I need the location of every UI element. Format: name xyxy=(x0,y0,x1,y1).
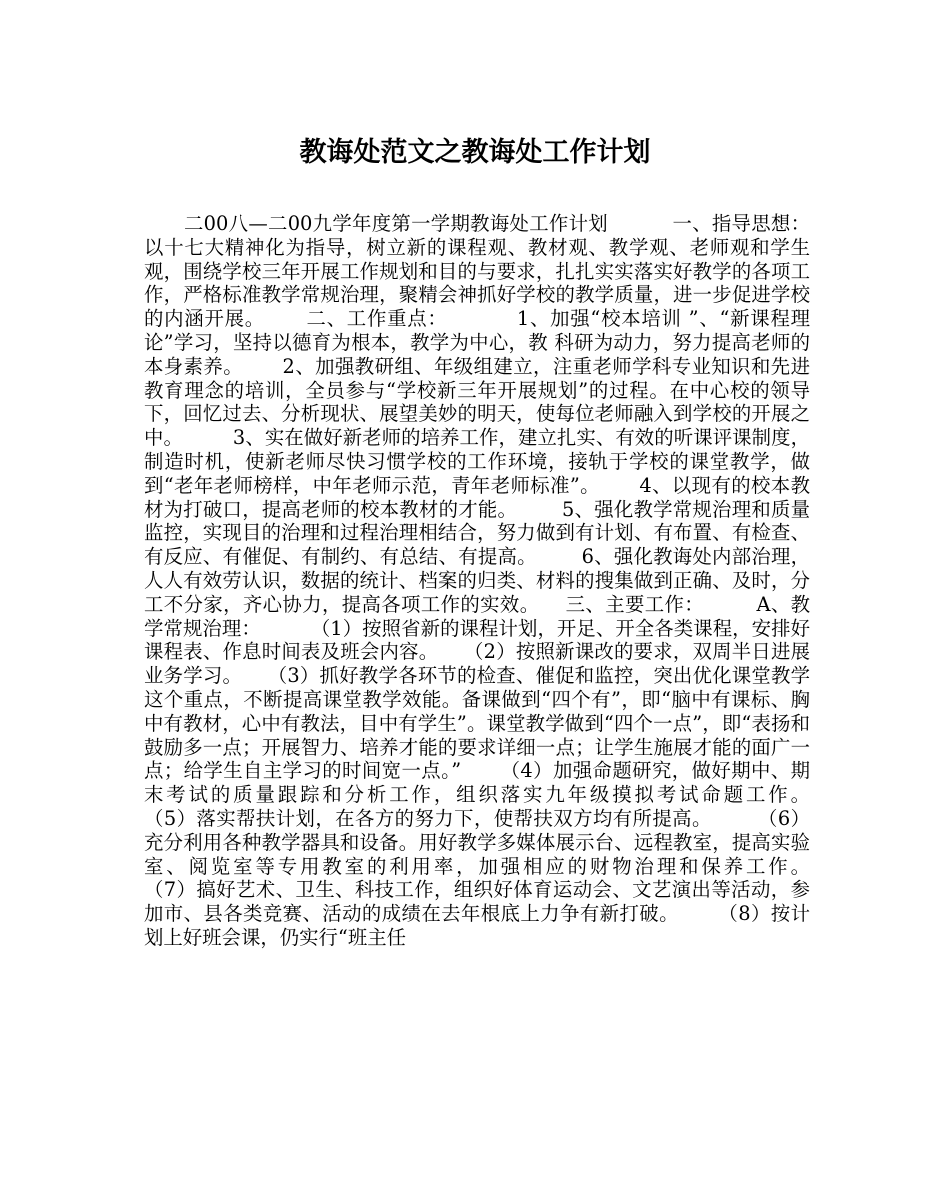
document-body-text: 二00八—二00九学年度第一学期教诲处工作计划 一、指导思想： 以十七大精神化为指导，树立新的课程观、教材观、教学观、老师观和学生观，围绕学校三年开展工作规划和目的与要求，扎扎实实落实好教学的各项工作，严格标准教学常规治理，聚精会神抓好学校的教学质量，进一步促进学校的内涵开展。 二、工作重点： 1、加强“校本培训 ”、“新课程理论”学习，坚持以德育为根本，教学为中心，教 科研为动力，努力提高老师的本身素养。 2、加强教研组、年级组建立，注重老师学科专业知识和先进教育理念的培训，全员参与“学校新三年开展规划”的过程。在中心校的领导下，回忆过去、分析现状、展望美妙的明天，使每位老师融入到学校的开展之中。 3、实在做好新老师的培养工作，建立扎实、有效的听课评课制度，制造时机，使新老师尽快习惯学校的工作环境，接轨于学校的课堂教学，做到“老年老师榜样，中年老师示范，青年老师标准”。 4、以现有的校本教材为打破口，提高老师的校本教材的才能。 5、强化教学常规治理和质量监控，实现目的治理和过程治理相结合，努力做到有计划、有布置、有检查、有反应、有催促、有制约、有总结、有提高。 6、强化教诲处内部治理，人人有效劳认识，数据的统计、档案的归类、材料的搜集做到正确、及时，分工不分家，齐心协力，提高各项工作的实效。 三、主要工作： A、教学常规治理： （1）按照省新的课程计划，开足、开全各类课程，安排好课程表、作息时间表及班会内容。 （2）按照新课改的要求，双周半日进展业务学习。 （3）抓好教学各环节的检查、催促和监控，突出优化课堂教学这个重点，不断提高课堂教学效能。备课做到“四个有”，即“脑中有课标、胸中有教材，心中有教法，目中有学生”。课堂教学做到“四个一点”，即“表扬和鼓励多一点；开展智力、培养才能的要求详细一点；让学生施展才能的面广一点；给学生自主学习的时间宽一点。” （4）加强命题研究，做好期中、期末考试的质量跟踪和分析工作，组织落实九年级摸拟考试命题工作。 （5）落实帮扶计划，在各方的努力下，使帮扶双方均有所提高。 （6）充分利用各种教学器具和设备。用好教学多媒体展示台、远程教室，提高实验室、阅览室等专用教室的利用率，加强相应的财物治理和保养工作。 （7）搞好艺术、卫生、科技工作，组织好体育运动会、文艺演出等活动，参加市、县各类竞赛、活动的成绩在去年根底上力争有新打破。 （8）按计划上好班会课，仍实行“班主任 xyxy=(144,212,872,949)
document-title: 教诲处范文之教诲处工作计划 xyxy=(299,137,651,168)
